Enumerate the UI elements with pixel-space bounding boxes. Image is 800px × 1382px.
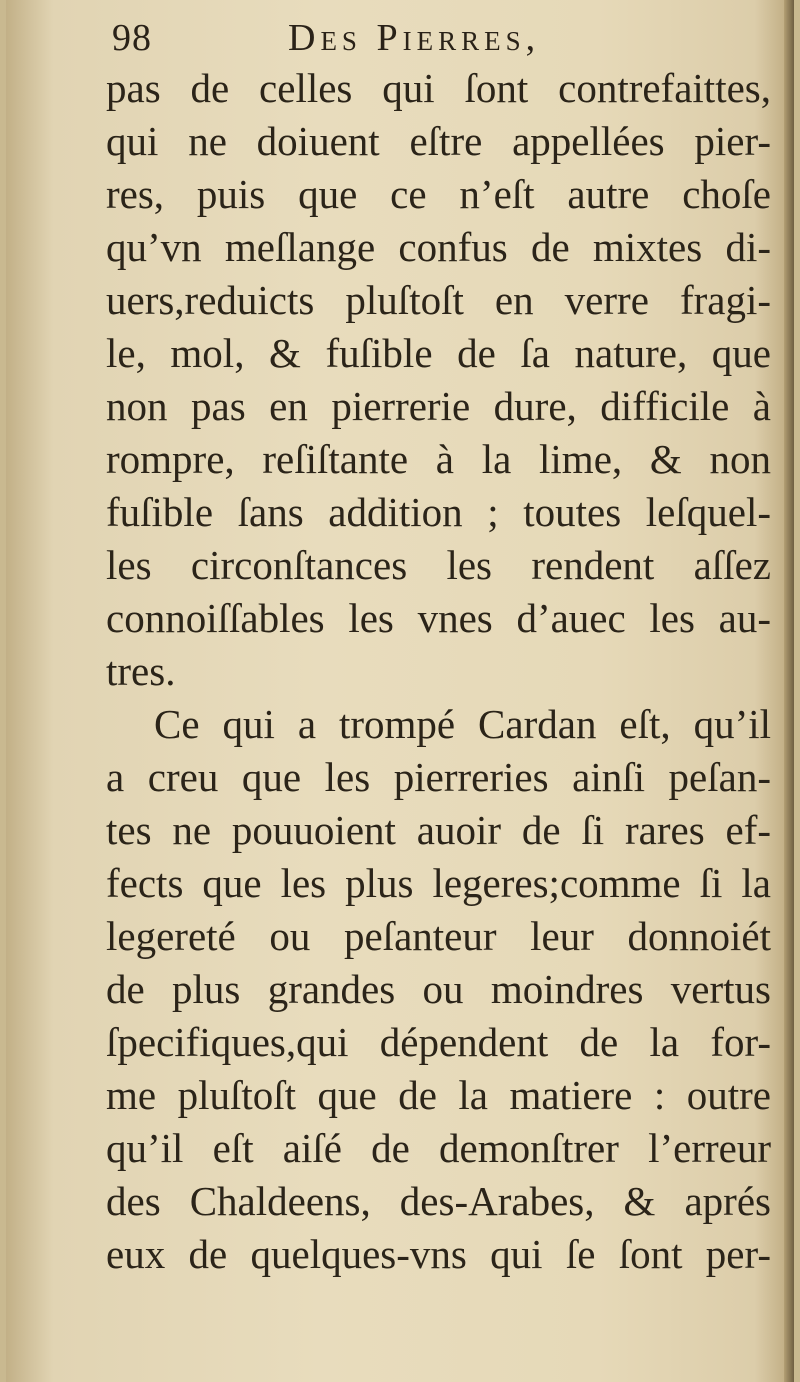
text-line: tes ne pouuoient auoir de ſi rares ef- [106,807,771,853]
text-line: fects que les plus legeres;comme ſi la [106,860,771,906]
text-line: fuſible ſans addition ; toutes leſquel- [106,489,771,535]
text-line: Ce qui a trompé Cardan eſt, qu’il [154,701,771,747]
text-line: uers,reduicts pluſtoſt en verre fragi- [106,277,771,323]
text-line: rompre, reſiſtante à la lime, & non [106,436,771,482]
paragraph-1 [106,62,771,698]
paragraph-2 [106,698,771,1281]
text-line: me pluſtoſt que de la matiere : outre [106,1072,771,1118]
text-line: a creu que les pierreries ainſi peſan- [106,754,771,800]
text-line: de plus grandes ou moindres vertus [106,966,771,1012]
text-line: le, mol, & fuſible de ſa nature, que [106,330,771,376]
text-line: tres. [106,648,176,694]
body-text [106,62,771,1281]
text-line: ſpecifiques,qui dépendent de la for- [106,1019,771,1065]
text-line: connoiſſables les vnes d’auec les au- [106,595,771,641]
text-line: legereté ou peſanteur leur donnoiét [106,913,771,959]
text-line: qu’il eſt aiſé de demonſtrer l’erreur [106,1125,771,1171]
text-line: les circonſtances les rendent aſſez [106,542,771,588]
page-edge-shadow [784,0,794,1382]
text-line: pas de celles qui ſont contrefaittes, [106,65,771,111]
text-line: des Chaldeens, des-Arabes, & aprés [106,1178,771,1224]
text-line: qui ne doiuent eſtre appellées pier- [106,118,771,164]
book-page [6,0,794,1382]
text-line: res, puis que ce n’eſt autre choſe [106,171,771,217]
text-line: eux de quelques-vns qui ſe ſont per- [106,1231,771,1277]
running-title: Des Pierres, [288,17,541,59]
text-line: non pas en pierrerie dure, difficile à [106,383,771,429]
page-header [112,12,772,62]
page-number: 98 [112,17,152,59]
text-line: qu’vn meſlange confus de mixtes di- [106,224,771,270]
